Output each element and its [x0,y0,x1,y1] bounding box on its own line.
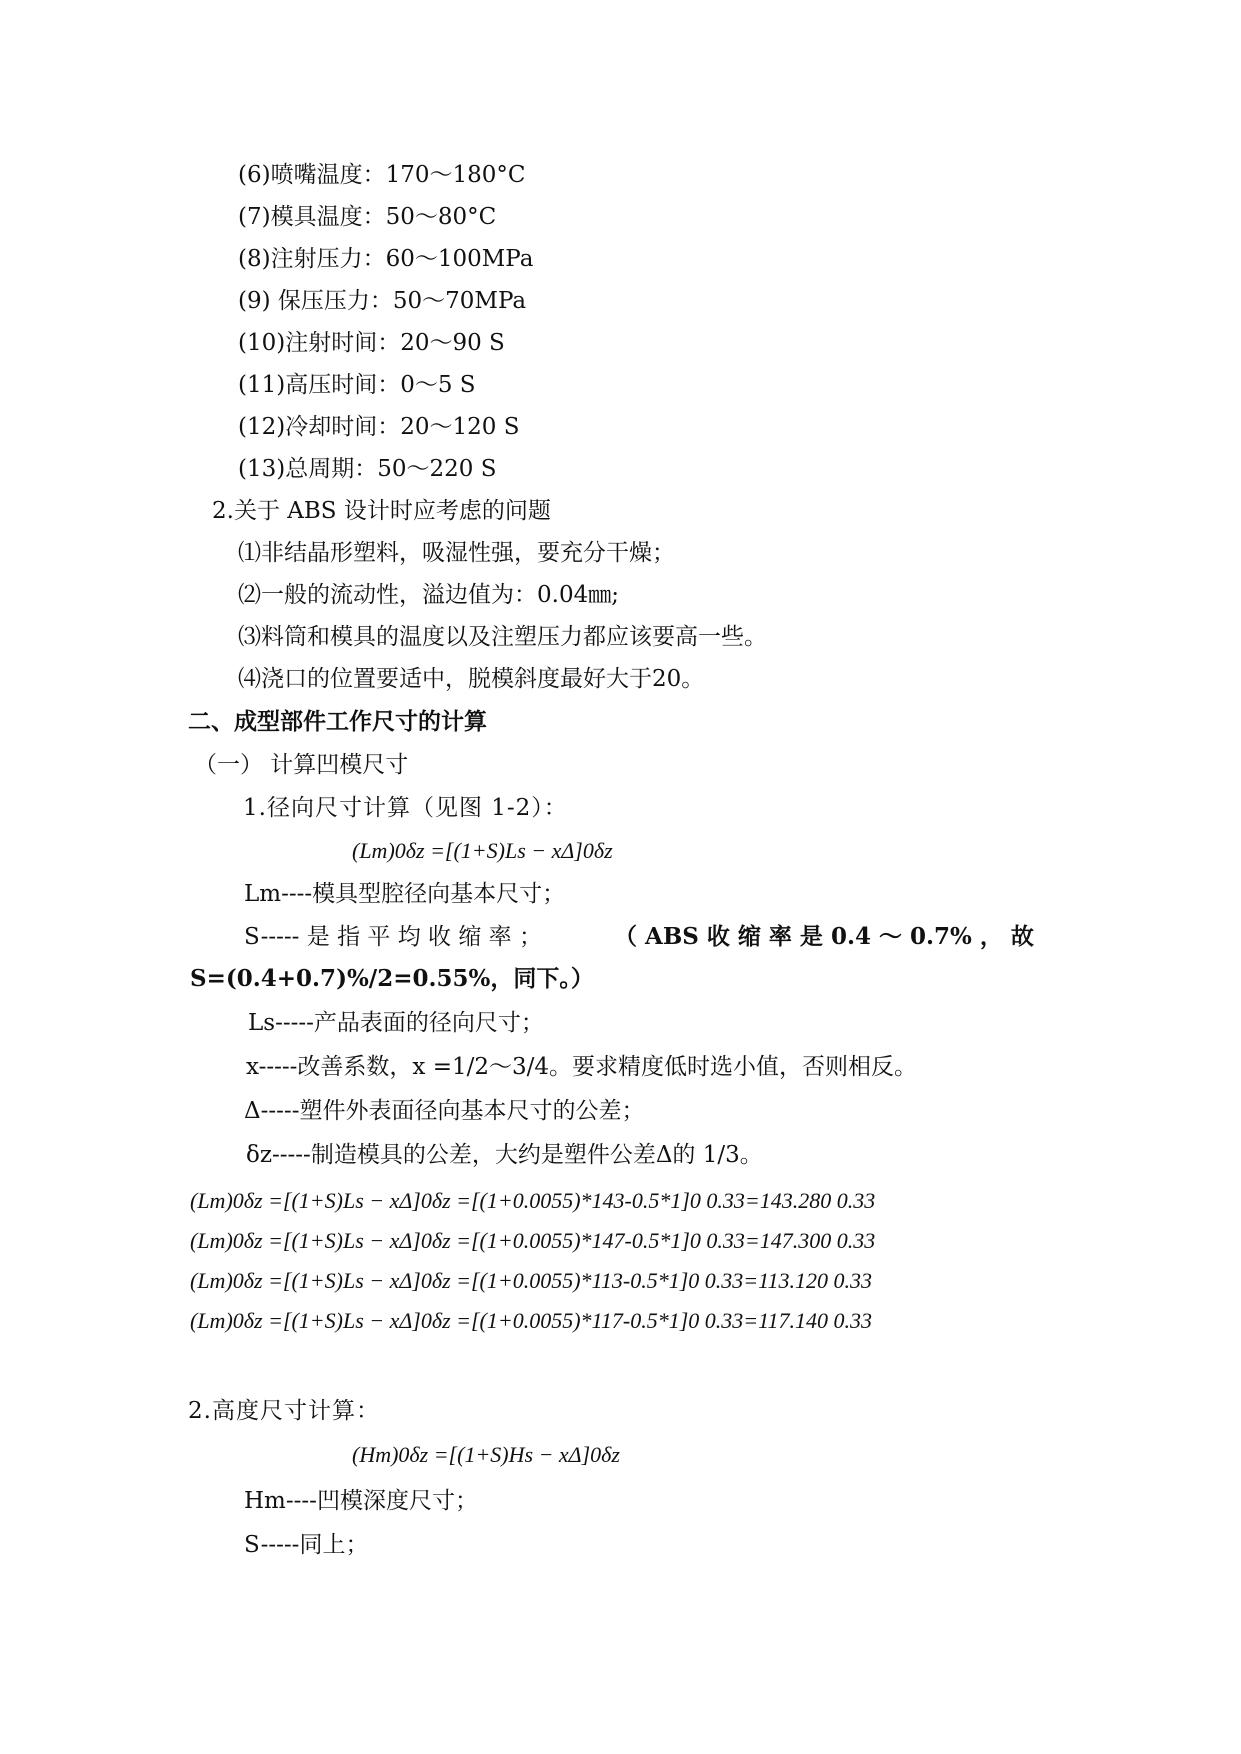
subsection-heading: （一） 计算凹模尺寸 [194,752,409,778]
param-line-7: (7)模具温度：50～80°C [238,204,497,230]
dz-definition: δz-----制造模具的公差，大约是塑件公差Δ的 1/3。 [246,1142,763,1168]
ls-definition: Ls-----产品表面的径向尺寸； [248,1010,544,1036]
param-line-12: (12)冷却时间：20～120 S [238,414,520,440]
s-same-definition: S-----同上； [244,1532,369,1558]
height-calc-title: 2.高度尺寸计算： [188,1398,380,1424]
calc-line-147: (Lm)0δz =[(1+S)Ls − xΔ]0δz =[(1+0.0055)*147-0.5*1]0 0.33=147.300 0.33 [190,1228,876,1253]
delta-definition: Δ-----塑件外表面径向基本尺寸的公差； [244,1098,645,1124]
section-heading: 二、成型部件工作尺寸的计算 [188,708,487,735]
calc-line-143: (Lm)0δz =[(1+S)Ls − xΔ]0δz =[(1+0.0055)*143-0.5*1]0 0.33=143.280 0.33 [190,1188,876,1213]
abs-item-1: ⑴非结晶形塑料，吸湿性强，要充分干燥； [238,540,675,566]
abs-section-title: 2.关于 ABS 设计时应考虑的问题 [212,498,551,524]
param-line-11: (11)高压时间：0～5 S [238,372,476,398]
param-line-13: (13)总周期：50～220 S [238,456,497,482]
abs-item-3: ⑶料筒和模具的温度以及注塑压力都应该要高一些。 [238,624,767,650]
abs-shrinkage-note: （ ABS 收 缩 率 是 0.4 ～ 0.7% ， 故 [614,923,1034,950]
param-line-10: (10)注射时间：20～90 S [238,330,505,356]
x-definition: x-----改善系数，x =1/2～3/4。要求精度低时选小值，否则相反。 [246,1054,918,1080]
param-line-8: (8)注射压力：60～100MPa [238,246,534,272]
param-line-9: (9) 保压压力：50～70MPa [238,288,527,314]
radial-calc-title: 1.径向尺寸计算（见图 1-2）： [243,795,568,821]
abs-item-2: ⑵一般的流动性，溢边值为：0.04㎜; [238,582,619,608]
calc-line-117: (Lm)0δz =[(1+S)Ls − xΔ]0δz =[(1+0.0055)*117-0.5*1]0 0.33=117.140 0.33 [190,1308,873,1333]
hm-definition: Hm----凹模深度尺寸； [244,1488,478,1514]
param-line-6: (6)喷嘴温度：170～180°C [238,162,526,188]
calc-line-113: (Lm)0δz =[(1+S)Ls − xΔ]0δz =[(1+0.0055)*113-0.5*1]0 0.33=113.120 0.33 [190,1268,873,1293]
height-formula: (Hm)0δz =[(1+S)Hs − xΔ]0δz [352,1442,620,1467]
radial-formula: (Lm)0δz =[(1+S)Ls − xΔ]0δz [352,838,613,863]
abs-item-4: ⑷浇口的位置要适中，脱模斜度最好大于20。 [238,666,705,692]
shrinkage-value: S=(0.4+0.7)%/2=0.55%，同下。） [190,965,594,992]
s-definition: S----- 是 指 平 均 收 缩 率 ； [244,924,542,950]
lm-definition: Lm----模具型腔径向基本尺寸； [244,881,566,907]
